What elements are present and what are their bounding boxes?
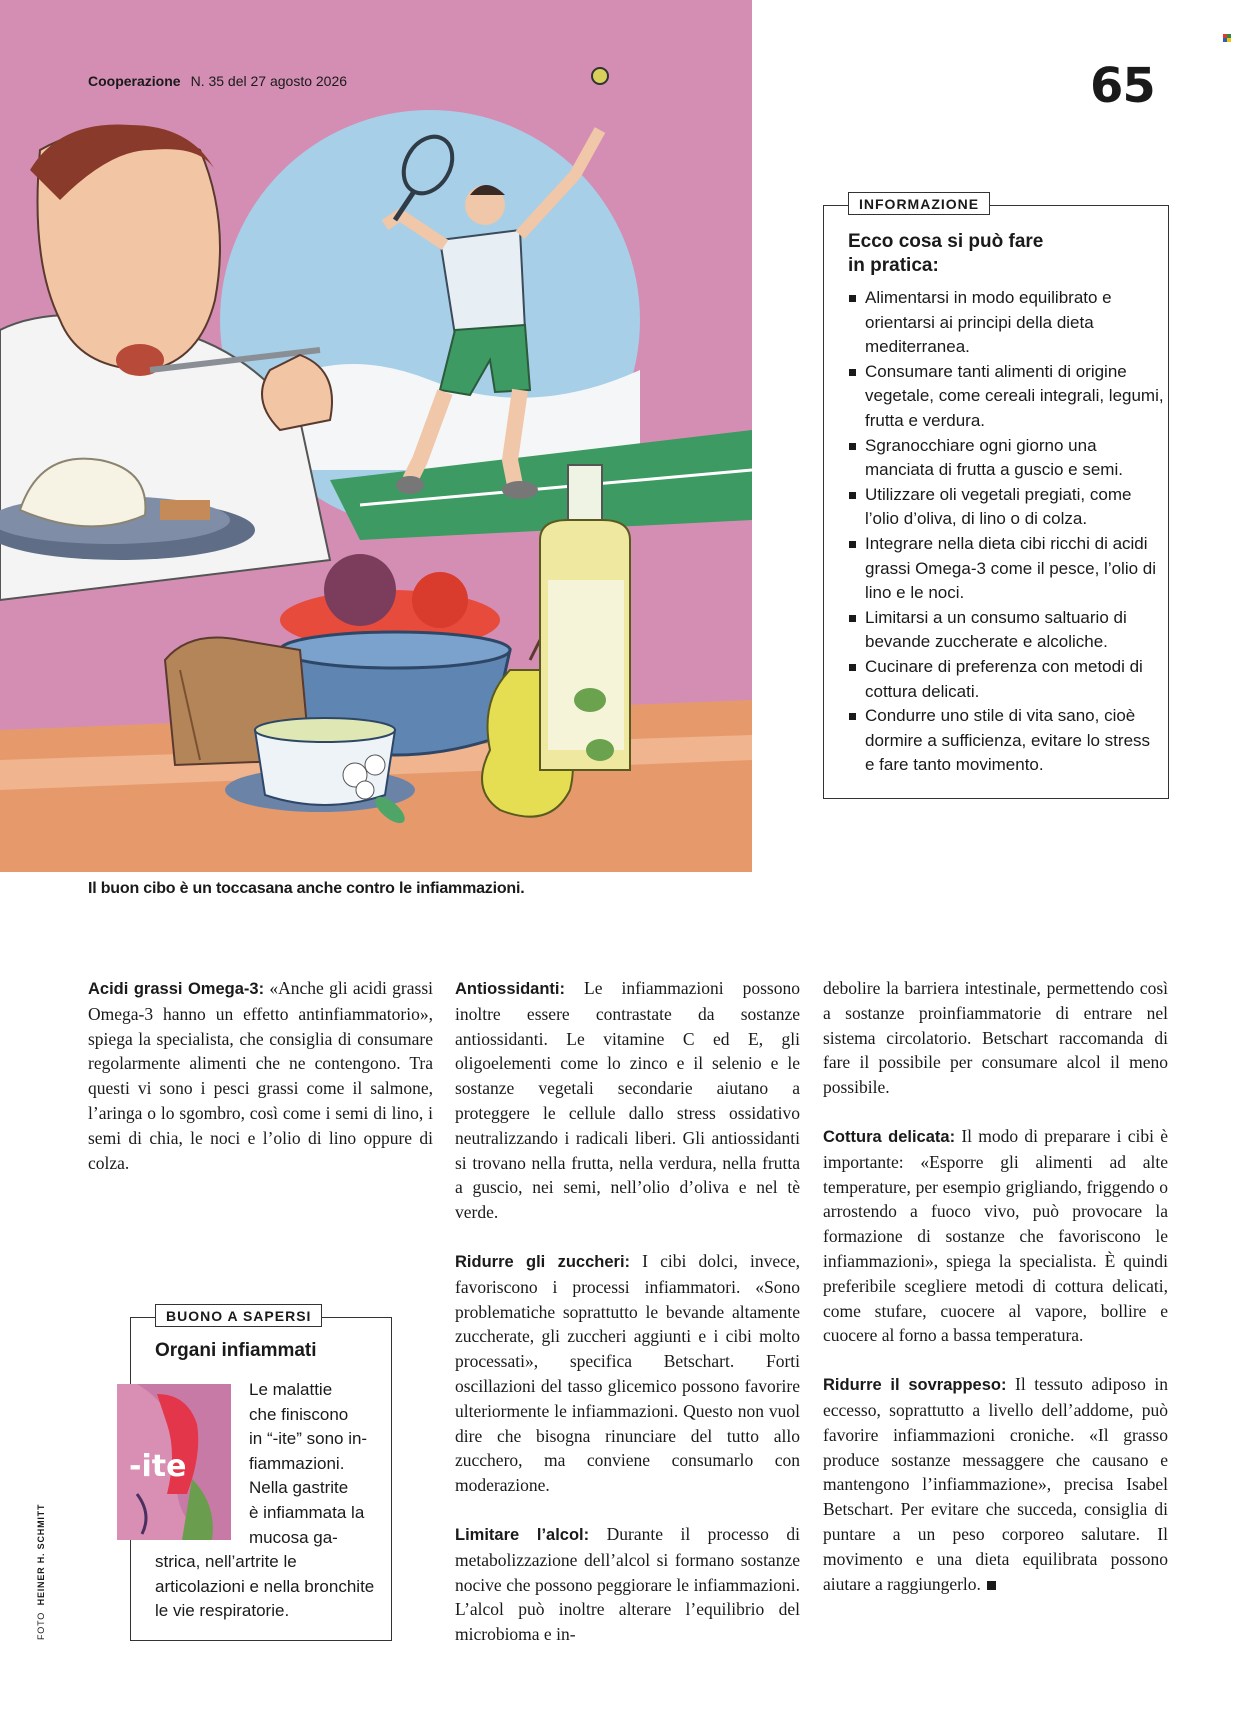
lead-omega: Acidi grassi Omega-3: [88, 980, 265, 998]
text-weight: Il tessuto adiposo in eccesso, soprattutto a livello dell’addome, può favorire infiammazioni croniche. «Il grasso produce sostanze messaggere che causano e mantengono l’infiammazione», precisa Isabel Betschart. Per evitare che succeda, consiglia di puntare a un peso corporeo salutare. Il movimento e una dieta equilibrata possono aiutare a raggiungerlo. [823, 1374, 1168, 1594]
sidebar-line: in “-ite” sono in- [249, 1429, 368, 1449]
page-number: 65 [1090, 58, 1155, 114]
end-mark-icon [987, 1581, 996, 1590]
info-title-line1: Ecco cosa si può fare [848, 231, 1044, 252]
text-cooking: Il modo di preparare i cibi è importante: «Esporre gli alimenti ad alte temperature, per esempio grigliando, friggendo o arrostendo a fuoco vivo, può provocare la formazione di sostanze che favoriscono le infiammazioni», spiega la specialista. È quindi preferibile scegliere metodi di cottura delicati, come stufare, cuocere al vapore, bollire e cuocere al forno a bassa temperatura. [823, 1125, 1168, 1346]
list-item: Sgranocchiare ogni giorno una manciata di frutta a guscio e semi. [848, 434, 1164, 483]
lead-antioxidants: Antiossidanti: [455, 980, 565, 998]
article-column-3 [823, 976, 1168, 1620]
sidebar-line: le vie respiratorie. [155, 1601, 290, 1621]
sidebar-line: che finiscono [249, 1404, 349, 1424]
sidebar-line: Le malattie [249, 1380, 333, 1399]
text-omega: «Anche gli acidi grassi Omega-3 hanno un effetto antinfiammatorio», spiega la specialista, che consiglia di consumare regolarmente alimenti che ne contengono. Tra questi vi sono i pesci grassi come il salmone, l’aringa o lo sgombro, così come i semi di lino, i semi di chia, le noci e l’olio di lino oppure di colza. [88, 978, 433, 1173]
color-mark-icon [1223, 34, 1231, 42]
text-antioxidants: Le infiammazioni possono inoltre essere contrastate da sostanze antiossidanti. Le vitamine C ed E, gli oligoelementi come lo zinco e il selenio e le sostanze vegetali secondarie aiutano a proteggere le cellule dallo stress ossidativo neutralizzando i radicali liberi. Gli antiossidanti si trovano nella frutta, nella verdura, nella frutta a guscio, nei semi, nell’olio d’oliva e nel tè verde. [455, 978, 800, 1223]
paragraph-omega [88, 976, 433, 1175]
sidebar-text [155, 1378, 387, 1624]
info-box-title [848, 230, 1148, 278]
sidebar-tag: BUONO A SAPERSI [155, 1304, 322, 1327]
paragraph-cooking [823, 1124, 1168, 1348]
info-title-line2: in pratica: [848, 255, 939, 276]
magazine-name: Cooperazione [88, 73, 181, 89]
paragraph-alcohol [455, 1522, 800, 1647]
info-list [848, 286, 1164, 778]
lead-weight: Ridurre il sovrappeso: [823, 1376, 1007, 1395]
sidebar-title: Organi infiammati [155, 1340, 317, 1361]
article-column-1 [88, 976, 433, 1199]
text-alcohol: Durante il processo di metabolizzazione dell’alcol si formano sostanze nocive che possono peggiorare le infiammazioni. L’alcol può inoltre alterare l’equilibrio del microbioma e in- [455, 1523, 800, 1645]
tennis-ball [592, 68, 608, 84]
photo-credit [36, 1504, 46, 1640]
ite-label: -ite [129, 1449, 187, 1484]
sidebar-line: Nella gastrite [249, 1478, 349, 1498]
sidebar-box [129, 1308, 392, 1641]
lead-sugar: Ridurre gli zuccheri: [455, 1252, 631, 1271]
text-sugar: I cibi dolci, invece, favoriscono i processi infiammatori. «Sono problematiche soprattutto le bevande altamente zuccherate, gli zuccheri aggiunti e i cibi molto processati», specifica Betschart. Forti oscillazioni del tasso glicemico possono favorire ulteriormente le infiammazioni. Questo non vuol dire che bisogna rinunciare del tutto allo zucchero, ma conviene consumarlo con moderazione. [455, 1250, 800, 1496]
list-item: Consumare tanti alimenti di origine vegetale, come cereali integrali, legumi, frutta e verdura. [848, 360, 1164, 434]
lead-alcohol: Limitare l’alcol: [455, 1525, 590, 1544]
list-item: Utilizzare oli vegetali pregiati, come l’olio d’oliva, di lino o di colza. [848, 483, 1164, 532]
list-item: Limitarsi a un consumo saltuario di bevande zuccherate e alcoliche. [848, 606, 1164, 655]
sidebar-line: fiammazioni. [249, 1453, 345, 1473]
lead-cooking: Cottura delicata: [823, 1127, 956, 1146]
image-caption: Il buon cibo è un toccasana anche contro le infiammazioni. [88, 880, 525, 897]
issue-date: N. 35 del 27 agosto 2026 [190, 73, 348, 89]
sidebar-line: mucosa ga- [249, 1527, 338, 1547]
paragraph-alcohol-cont: debolire la barriera intestinale, permettendo così a sostanze proinfiammatorie di entrare nel sistema circolatorio. Betschart raccomanda di fare il possibile per consumare alcol il meno possibile. [823, 978, 1168, 1098]
info-box [823, 196, 1169, 799]
paragraph-antioxidants [455, 976, 800, 1225]
info-box-tag: INFORMAZIONE [848, 192, 990, 215]
sidebar-line: è infiammata la [249, 1502, 365, 1522]
credit-label: FOTO [36, 1611, 46, 1640]
credit-name: HEINER H. SCHMITT [36, 1503, 46, 1606]
list-item: Cucinare di preferenza con metodi di cottura delicati. [848, 655, 1164, 704]
article-column-2 [455, 976, 800, 1671]
masthead [88, 73, 347, 89]
list-item: Integrare nella dieta cibi ricchi di acidi grassi Omega-3 come il pesce, l’olio di lino e le noci. [848, 532, 1164, 606]
sidebar-line: strica, nell’artrite le articolazioni e nella bronchite [155, 1552, 375, 1596]
food-illustration [0, 0, 752, 872]
paragraph-weight [823, 1372, 1168, 1596]
paragraph-sugar [455, 1249, 800, 1498]
list-item: Condurre uno stile di vita sano, cioè dormire a sufficienza, evitare lo stress e fare tanto movimento. [848, 704, 1164, 778]
list-item: Alimentarsi in modo equilibrato e orientarsi ai principi della dieta mediterranea. [848, 286, 1164, 360]
